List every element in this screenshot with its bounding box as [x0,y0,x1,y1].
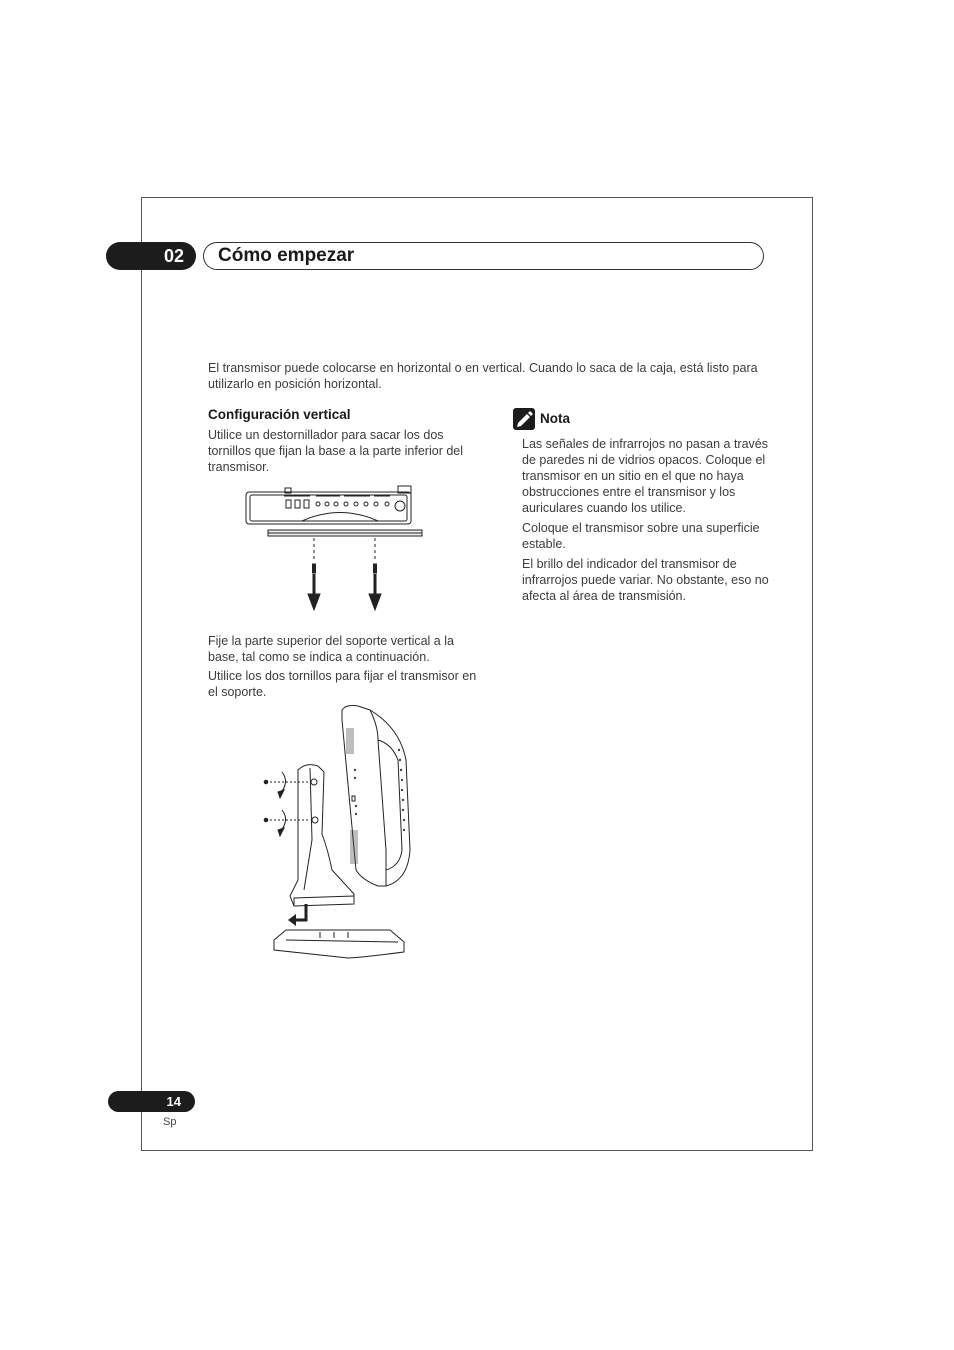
assembly-arrow [288,904,306,926]
note-item: Las señales de infrarrojos no pasan a través de paredes ni de vidrios opacos. Coloque el transmisor en un sitio en el que no haya obstrucciones entre el transmisor y los auriculares cuando los utilice. [522,437,768,515]
chapter-title: Cómo empezar [218,245,355,266]
screw-right-arrow [369,538,381,610]
figure-vertical-stand [258,700,418,965]
transmitter-horizontal [246,486,411,524]
note-item: Coloque el transmisor sobre una superficie estable. [522,521,760,551]
intro-paragraph: El transmisor puede colocarse en horizontal o en vertical. Cuando lo saca de la caja, está listo para utilizarlo en posición horizontal. [208,361,758,391]
step3-text: Utilice los dos tornillos para fijar el transmisor en el soporte. [208,669,477,699]
vertical-setup-heading: Configuración vertical [208,407,351,422]
chapter-title-box [203,242,764,270]
step1-text: Utilice un destornillador para sacar los dos tornillos que fijan la base a la parte inferior del transmisor. [208,428,464,474]
note-item: El brillo del indicador del transmisor de infrarrojos puede variar. No obstante, eso no afecta al área de transmisión. [522,557,769,603]
stand-bracket [290,765,354,906]
note-list [508,436,773,608]
chapter-number: 02 [106,242,196,270]
page-number: 14 [108,1091,195,1112]
step2-text: Fije la parte superior del soporte vertical a la base, tal como se indica a continuación. [208,634,454,664]
transmitter-vertical [342,706,410,887]
base-plate [268,530,422,536]
stand-base [274,930,404,958]
figure-remove-screws [240,484,460,614]
screw-left-arrow [308,538,320,610]
language-code: Sp [163,1116,177,1128]
note-title: Nota [540,411,570,426]
note-pencil-icon [513,408,535,430]
